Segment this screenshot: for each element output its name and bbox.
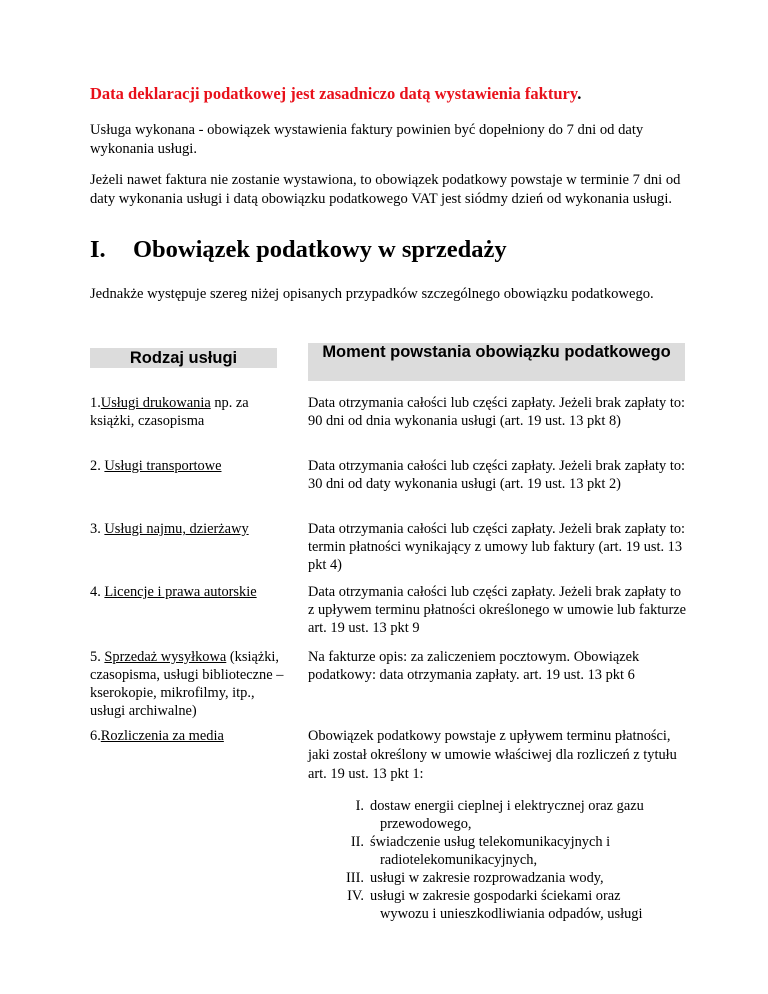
service-name: Rozliczenia za media xyxy=(100,728,224,744)
intro-title-text: Data deklaracji podatkowej jest zasadniczo datą wystawienia faktury xyxy=(90,84,578,103)
moment-cell: Data otrzymania całości lub części zapłaty. Jeżeli brak zapłaty to z upływem terminu płatności określonego w umowie lub fakturze art. 19 ust. 13 pkt 9 xyxy=(308,584,687,636)
list-item: I. dostaw energii cieplnej i elektrycznej oraz gazu przewodowego, xyxy=(308,797,688,833)
service-cell: 6.Rozliczenia za media xyxy=(90,728,224,744)
column-header-service-type: Rodzaj usługi xyxy=(90,348,277,368)
service-name: Sprzedaż wysyłkowa xyxy=(104,649,227,665)
moment-cell: Data otrzymania całości lub części zapłaty. Jeżeli brak zapłaty to: 30 dni od daty wykonania usługi (art. 19 ust. 13 pkt 2) xyxy=(308,458,686,492)
service-cell: 2. Usługi transportowe xyxy=(90,458,222,474)
service-name: Usługi najmu, dzierżawy xyxy=(104,521,249,537)
service-name: Usługi transportowe xyxy=(104,458,222,474)
moment-cell: Na fakturze opis: za zaliczeniem pocztowym. Obowiązek podatkowy: data otrzymania zapłaty. art. 19 ust. 13 pkt 6 xyxy=(308,649,640,683)
moment-cell: Data otrzymania całości lub części zapłaty. Jeżeli brak zapłaty to: 90 dni od dnia wykonania usługi (art. 19 ust. 13 pkt 8) xyxy=(308,395,686,429)
service-cell: 5. Sprzedaż wysyłkowa (książki, czasopisma, usługi biblioteczne – kserokopie, mikrofilmy, itp., usługi archiwalne) xyxy=(90,649,284,719)
service-name: Licencje i prawa autorskie xyxy=(104,584,257,600)
service-cell: 1.Usługi drukowania np. za książki, czasopisma xyxy=(90,395,249,429)
intro-title-period: . xyxy=(577,84,582,103)
list-item: III. usługi w zakresie rozprowadzania wody, xyxy=(308,869,688,887)
list-number: I. xyxy=(355,798,364,814)
media-list xyxy=(308,797,688,923)
section-heading xyxy=(90,236,507,264)
list-number: II. xyxy=(350,834,364,850)
section-title: Obowiązek podatkowy w sprzedaży xyxy=(133,236,507,263)
moment-cell: Obowiązek podatkowy powstaje z upływem terminu płatności, jaki został określony w umowie właściwej dla rozliczeń z tytułu art. 19 ust. 13 pkt 1: xyxy=(308,728,677,782)
service-cell: 4. Licencje i prawa autorskie xyxy=(90,584,257,600)
intro-paragraph-2: Jeżeli nawet faktura nie zostanie wystawiona, to obowiązek podatkowy powstaje w terminie 7 dni od daty wykonania usługi i datą obowiązku podatkowego VAT jest siódmy dzień od wykonania usługi. xyxy=(90,172,681,207)
column-header-tax-moment: Moment powstania obowiązku podatkowego xyxy=(308,343,685,381)
intro-paragraph-1: Usługa wykonana - obowiązek wystawienia faktury powinien być dopełniony do 7 dni od daty wykonania usługi. xyxy=(90,122,644,157)
moment-cell: Data otrzymania całości lub części zapłaty. Jeżeli brak zapłaty to: termin płatności wynikający z umowy lub faktury (art. 19 ust. 13 pkt 4) xyxy=(308,521,686,573)
list-number: IV. xyxy=(347,888,364,904)
list-item: IV. usługi w zakresie gospodarki ściekami oraz wywozu i unieszkodliwiania odpadów, usługi xyxy=(308,887,688,923)
service-name: Usługi drukowania xyxy=(100,395,211,411)
intro-title xyxy=(90,84,581,104)
section-paragraph: Jednakże występuje szereg niżej opisanych przypadków szczególnego obowiązku podatkowego. xyxy=(90,286,654,302)
section-number: I. xyxy=(90,236,106,263)
service-cell: 3. Usługi najmu, dzierżawy xyxy=(90,521,249,537)
list-number: III. xyxy=(346,870,364,886)
list-item: II. świadczenie usług telekomunikacyjnych i radiotelekomunikacyjnych, xyxy=(308,833,688,869)
